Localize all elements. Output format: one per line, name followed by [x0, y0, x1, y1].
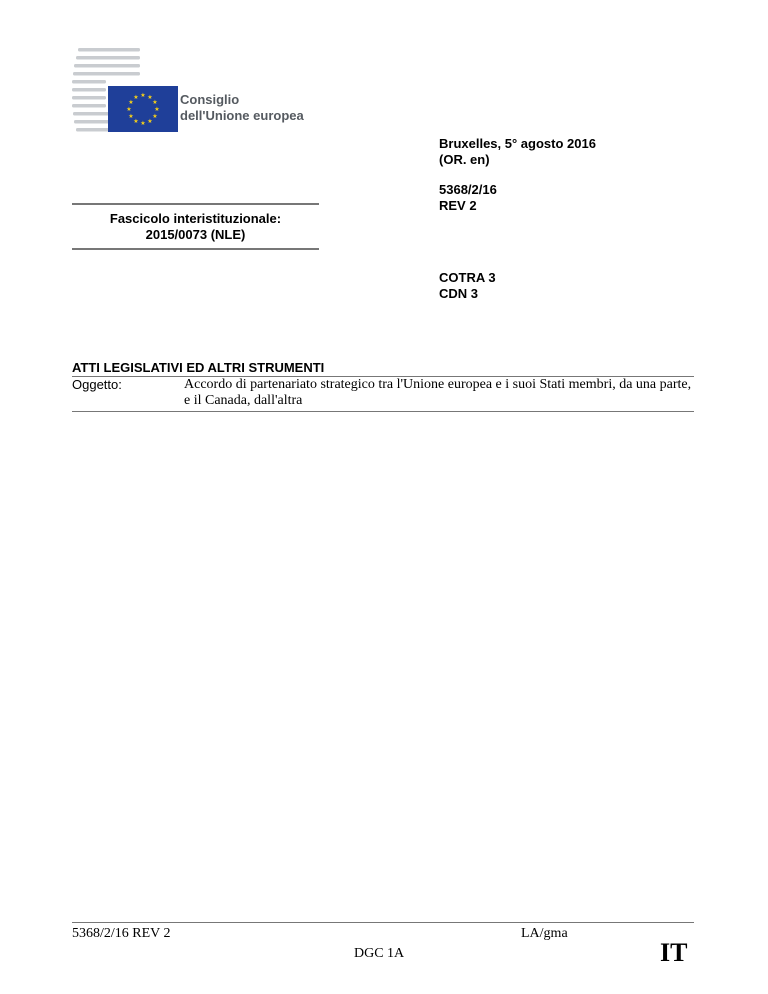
- document-number-block: [439, 182, 497, 214]
- svg-text:★: ★: [128, 99, 134, 106]
- svg-text:★: ★: [147, 118, 153, 125]
- revision-number: REV 2: [439, 198, 477, 213]
- svg-text:★: ★: [126, 106, 132, 113]
- svg-text:★: ★: [128, 113, 134, 120]
- svg-text:★: ★: [147, 94, 153, 101]
- subject-row: [72, 377, 694, 412]
- section-title: ATTI LEGISLATIVI ED ALTRI STRUMENTI: [72, 360, 694, 377]
- svg-text:★: ★: [140, 92, 146, 99]
- svg-text:★: ★: [154, 106, 160, 113]
- footer-initials: LA/gma: [521, 926, 568, 941]
- place-date-block: [439, 136, 596, 168]
- footer-department: DGC 1A: [354, 946, 405, 961]
- code-item: CDN 3: [439, 286, 479, 301]
- dossier-label: Fascicolo interistituzionale:: [109, 211, 282, 226]
- svg-text:★: ★: [133, 118, 139, 125]
- footer-language: IT: [660, 938, 688, 967]
- svg-text:★: ★: [133, 94, 139, 101]
- codes-block: [439, 270, 496, 302]
- document-number: 5368/2/16: [439, 182, 497, 197]
- original-language: (OR. en): [439, 152, 490, 167]
- code-item: COTRA 3: [439, 270, 496, 285]
- dossier-number: 2015/0073 (NLE): [145, 227, 246, 242]
- council-name: [180, 92, 304, 124]
- footer-divider: [72, 922, 694, 923]
- place-date: Bruxelles, 5° agosto 2016: [439, 136, 596, 151]
- footer-doc-ref: 5368/2/16 REV 2: [72, 926, 171, 941]
- subject-text: Accordo di partenariato strategico tra l'Unione europea e i suoi Stati membri, da una parte, e il Canada, dall'altra: [184, 377, 692, 408]
- svg-text:★: ★: [152, 113, 158, 120]
- svg-text:★: ★: [140, 120, 146, 127]
- interinstitutional-file-box: [72, 203, 319, 250]
- subject-label: Oggetto:: [72, 377, 122, 392]
- svg-text:★: ★: [152, 99, 158, 106]
- council-name-line2: dell'Unione europea: [180, 108, 304, 123]
- council-name-line1: Consiglio: [180, 92, 240, 107]
